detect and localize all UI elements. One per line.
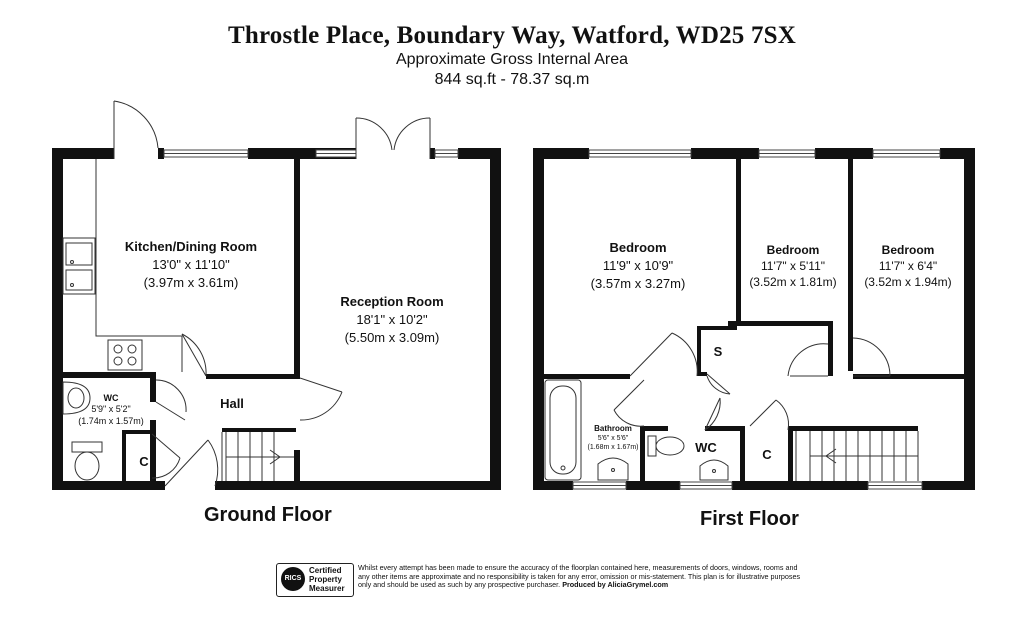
first-cupboard-name: C [762, 447, 772, 462]
disclaimer [358, 564, 808, 590]
bathroom-fittings [545, 380, 728, 480]
kitchen-metric: (3.97m x 3.61m) [143, 275, 239, 290]
produced-by: Produced by AliciaGrymel.com [562, 580, 669, 590]
bedroom3-imperial: 11'7" x 6'4" [878, 259, 938, 273]
footer [276, 563, 806, 597]
bedroom3-metric: (3.52m x 1.94m) [864, 275, 952, 289]
bedroom2-imperial: 11'7" x 5'11" [760, 259, 826, 273]
first-floor-stairs [796, 431, 918, 481]
bedroom1-name: Bedroom [609, 240, 667, 255]
kitchen-name: Kitchen/Dining Room [124, 239, 258, 254]
kitchen-imperial: 13'0" x 11'10" [152, 257, 230, 272]
bedroom3-name: Bedroom [881, 243, 935, 257]
ground-cupboard-name: C [139, 454, 149, 469]
rics-badge-text: Certified Property Measurer [309, 566, 345, 593]
first-wc-name: WC [695, 440, 717, 455]
ground-floor-label: Ground Floor [204, 504, 332, 526]
first-floor-label: First Floor [700, 508, 799, 530]
bathroom-metric: (1.68m x 1.67m) [587, 444, 639, 451]
bedroom2-name: Bedroom [766, 243, 820, 257]
bedroom2-metric: (3.52m x 1.81m) [749, 275, 837, 289]
hall-name: Hall [220, 396, 244, 411]
bedroom1-metric: (3.57m x 3.27m) [590, 276, 686, 291]
bedroom1-imperial: 11'9" x 10'9" [602, 258, 674, 273]
bathroom-name: Bathroom [594, 424, 632, 433]
property-address: Throstle Place, Boundary Way, Watford, WD25 7SX [227, 22, 797, 49]
reception-metric: (5.50m x 3.09m) [344, 330, 440, 345]
disclaimer-text: Whilst every attempt has been made to ensure the accuracy of the floorplan contained here, measurements of doors, windows, rooms and any other items are approximate and no responsibility is taken for any error, omission or mis-statement. This plan is for illustrative purposes only and should be used as such by any prospective purchaser. [358, 563, 801, 590]
reception-name: Reception Room [340, 294, 444, 309]
ground-wc-imperial: 5'9" x 5'2" [91, 404, 131, 414]
ground-wc-metric: (1.74m x 1.57m) [78, 416, 144, 426]
bathroom-imperial: 5'6" x 5'6" [597, 435, 629, 442]
ground-wc-fittings [63, 382, 102, 480]
rics-logo-icon: RICS [281, 567, 305, 591]
reception-imperial: 18'1" x 10'2" [356, 312, 428, 327]
rics-badge [276, 563, 354, 597]
area-value: 844 sq.ft - 78.37 sq.m [434, 71, 590, 88]
ground-wc-name: WC [103, 393, 119, 403]
ground-floor-walls [52, 148, 501, 490]
area-title: Approximate Gross Internal Area [395, 51, 629, 68]
storage-name: S [713, 344, 723, 359]
ground-stairs [222, 432, 294, 481]
